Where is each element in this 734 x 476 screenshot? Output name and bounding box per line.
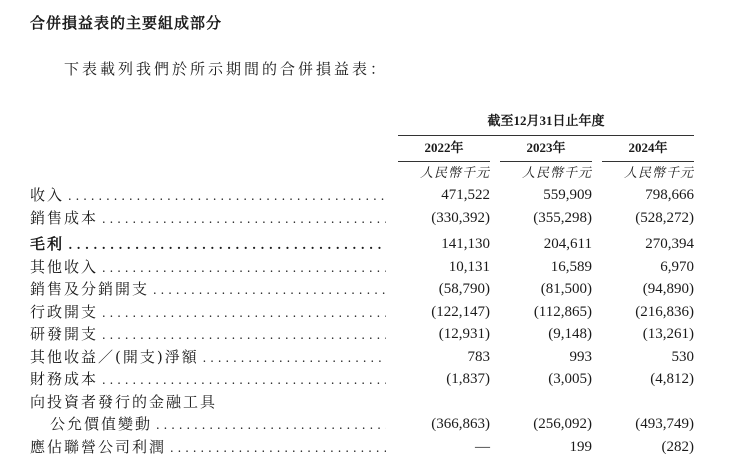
unit-label-2023: 人民幣千元 [521, 166, 592, 181]
cell-2024: 798,666 [645, 187, 694, 203]
cell-2023: 559,909 [543, 187, 592, 203]
cell-2022: 471,522 [441, 187, 490, 203]
cell-2024: 270,394 [645, 236, 694, 252]
cell-2023: (112,865) [533, 303, 592, 320]
cell-2023: 16,589 [550, 258, 592, 275]
cell-2022: (122,147) [431, 303, 490, 320]
row-label: 行政開支 . . . [30, 301, 386, 325]
row-gross-profit [0, 233, 734, 256]
row-label: 其他收入 . . . [30, 256, 386, 280]
row-finance-costs [0, 368, 734, 391]
row-revenue [0, 184, 734, 207]
year-header-2023: 2023年 [500, 137, 592, 162]
row-label: 向投資者發行的金融工具 [30, 392, 218, 411]
cell-2024: (94,890) [642, 281, 694, 297]
cell-2022: (58,790) [438, 281, 490, 297]
row-fair-value-changes [0, 413, 734, 436]
cell-2022: 783 [467, 348, 490, 365]
period-header: 截至12月31日止年度 [398, 110, 694, 136]
cell-2024: (4,812) [650, 371, 694, 387]
cell-2024: (216,836) [635, 303, 694, 320]
row-label: 毛利 . . . [30, 233, 386, 257]
cell-2024: 530 [671, 348, 694, 365]
row-selling-distribution [0, 278, 734, 301]
row-label: 公允價值變動 . . . [50, 413, 386, 437]
cell-2024: 6,970 [660, 258, 694, 275]
row-label: 收入 . . . [30, 184, 386, 208]
row-label: 財務成本 . . . [30, 368, 386, 392]
row-research-development [0, 323, 734, 346]
cell-2023: (81,500) [540, 281, 592, 297]
section-title: 合併損益表的主要組成部分 [30, 14, 223, 32]
cell-2024: (493,749) [635, 416, 694, 432]
row-other-gains-net [0, 346, 734, 369]
unit-label-2024: 人民幣千元 [623, 166, 694, 181]
row-label: 應佔聯營公司利潤 . . . [30, 436, 386, 460]
row-other-income [0, 256, 734, 279]
year-header-2024: 2024年 [602, 137, 694, 162]
cell-2024: (13,261) [642, 326, 694, 342]
row-administrative [0, 301, 734, 324]
cell-2022: (1,837) [446, 371, 490, 387]
cell-2023: (355,298) [533, 209, 592, 226]
cell-2023: (9,148) [548, 326, 592, 342]
cell-2023: (256,092) [533, 416, 592, 432]
cell-2022: 141,130 [441, 236, 490, 252]
row-label: 銷售及分銷開支 . . . [30, 278, 386, 302]
intro-text: 下表載列我們於所示期間的合併損益表： [64, 60, 389, 78]
income-statement-table [0, 184, 734, 458]
cell-2023: 199 [569, 438, 592, 455]
row-label: 其他收益／(開支)淨額 . . . [30, 346, 386, 370]
cell-2023: 204,611 [543, 236, 592, 252]
cell-2022: (366,863) [431, 416, 490, 432]
cell-2022: (330,392) [431, 209, 490, 226]
unit-label-2022: 人民幣千元 [419, 166, 490, 181]
cell-2024: (528,272) [635, 209, 694, 226]
row-label: 銷售成本 . . . [30, 207, 386, 231]
cell-2023: (3,005) [548, 371, 592, 387]
row-financial-instruments-heading [0, 391, 734, 414]
row-share-of-associates [0, 436, 734, 459]
cell-2022: — [475, 438, 490, 455]
year-header-2022: 2022年 [398, 137, 490, 162]
row-label: 研發開支 . . . [30, 323, 386, 347]
cell-2022: 10,131 [448, 258, 490, 275]
cell-2024: (282) [661, 438, 694, 455]
row-cost-of-sales [0, 207, 734, 230]
cell-2022: (12,931) [438, 326, 490, 342]
cell-2023: 993 [569, 348, 592, 365]
